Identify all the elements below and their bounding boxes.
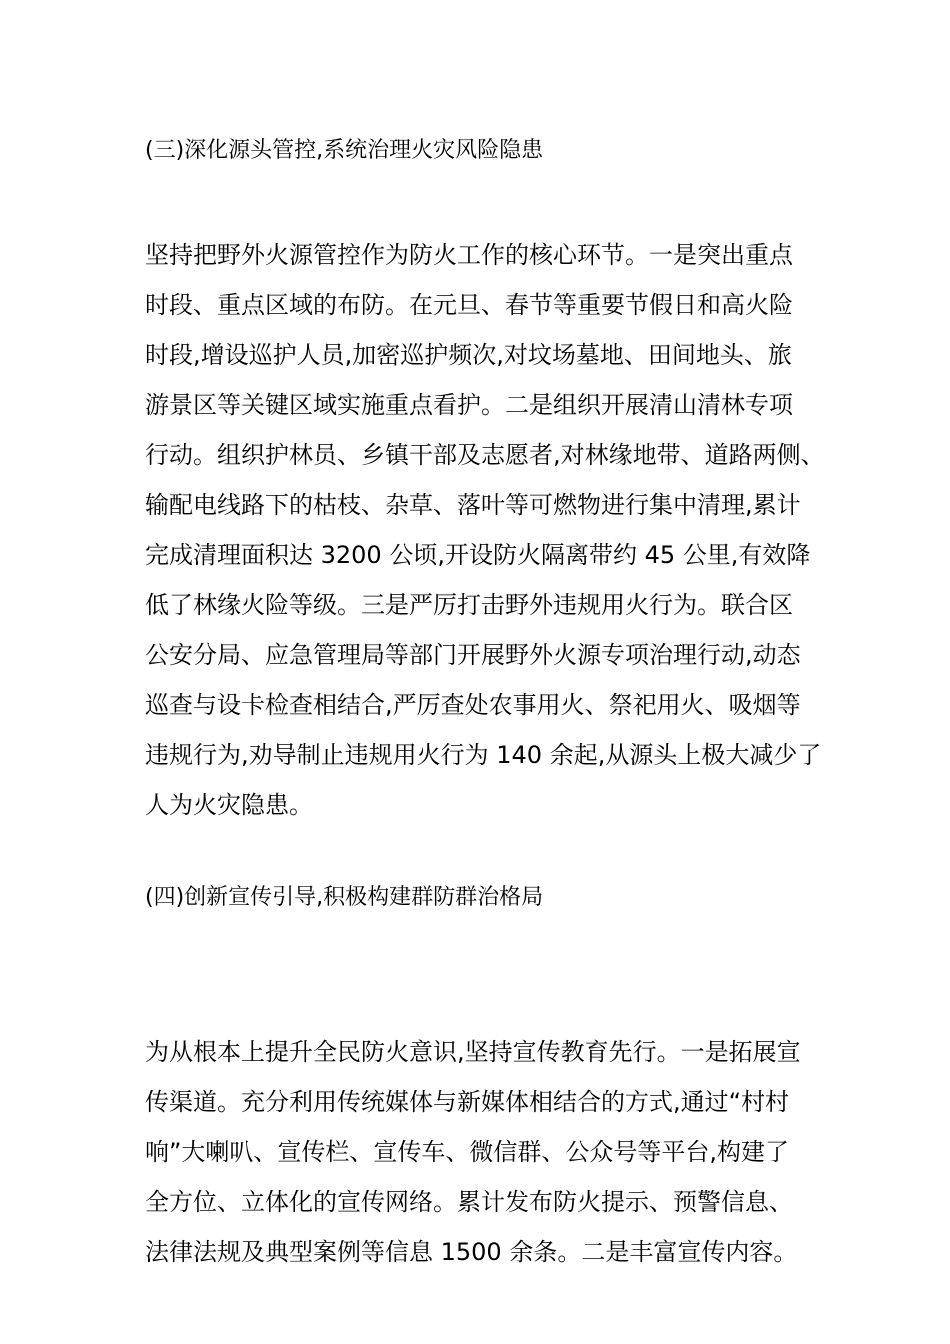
paragraph-line: 违规行为,劝导制止违规用火行为 140 余起,从源头上极大减少了 bbox=[145, 741, 822, 769]
section-paragraph-4 bbox=[145, 1027, 825, 1277]
paragraph-line: 行动。组织护林员、乡镇干部及志愿者,对林缘地带、道路两侧、 bbox=[145, 441, 825, 469]
section-heading-4: (四)创新宣传引导,积极构建群防群治格局 bbox=[145, 885, 544, 910]
paragraph-line: 传渠道。充分利用传统媒体与新媒体相结合的方式,通过“村村 bbox=[145, 1088, 790, 1116]
paragraph-line: 全方位、立体化的宣传网络。累计发布防火提示、预警信息、 bbox=[145, 1188, 793, 1216]
paragraph-line: 坚持把野外火源管控作为防火工作的核心环节。一是突出重点 bbox=[145, 241, 793, 269]
paragraph-line: 法律法规及典型案例等信息 1500 余条。二是丰富宣传内容。 bbox=[145, 1238, 798, 1266]
paragraph-line: 时段,增设巡护人员,加密巡护频次,对坟场墓地、田间地头、旅 bbox=[145, 341, 792, 369]
paragraph-line: 完成清理面积达 3200 公顷,开设防火隔离带约 45 公里,有效降 bbox=[145, 541, 811, 569]
paragraph-line: 公安分局、应急管理局等部门开展野外火源专项治理行动,动态 bbox=[145, 641, 801, 669]
paragraph-line: 时段、重点区域的布防。在元旦、春节等重要节假日和高火险 bbox=[145, 291, 793, 319]
section-heading-3: (三)深化源头管控,系统治理火灾风险隐患 bbox=[145, 138, 544, 163]
paragraph-line: 低了林缘火险等级。三是严厉打击野外违规用火行为。联合区 bbox=[145, 591, 793, 619]
paragraph-line: 为从根本上提升全民防火意识,坚持宣传教育先行。一是拓展宣 bbox=[145, 1038, 801, 1066]
paragraph-line: 游景区等关键区域实施重点看护。二是组织开展清山清林专项 bbox=[145, 391, 793, 419]
section-paragraph-3 bbox=[145, 230, 825, 830]
paragraph-line: 输配电线路下的枯枝、杂草、落叶等可燃物进行集中清理,累计 bbox=[145, 491, 801, 519]
paragraph-line: 响”大喇叭、宣传栏、宣传车、微信群、公众号等平台,构建了 bbox=[145, 1138, 790, 1166]
paragraph-line: 巡查与设卡检查相结合,严厉查处农事用火、祭祀用火、吸烟等 bbox=[145, 691, 801, 719]
paragraph-line: 人为火灾隐患。 bbox=[145, 791, 313, 819]
